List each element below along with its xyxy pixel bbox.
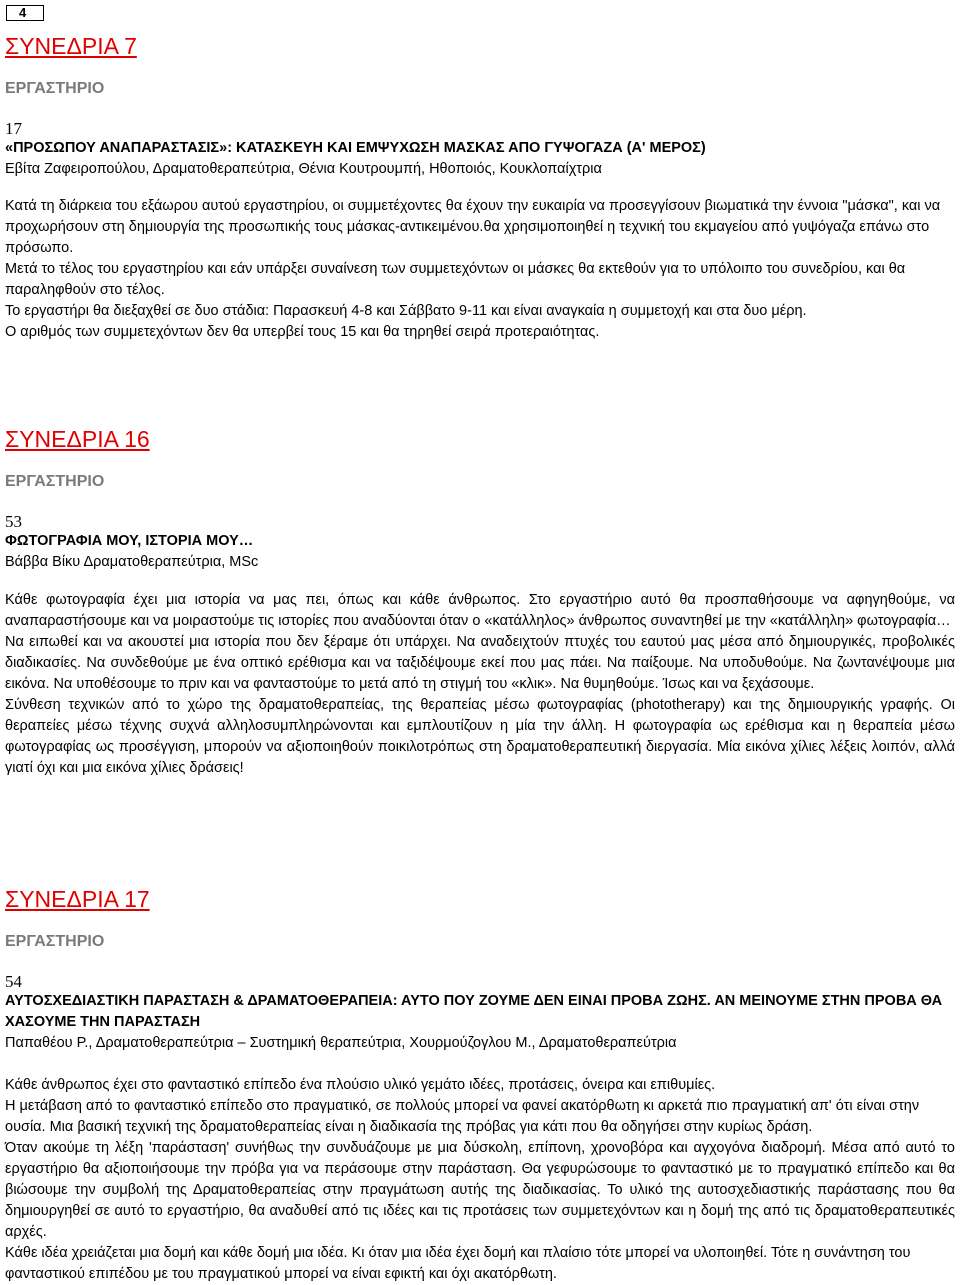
paragraph: Όταν ακούμε τη λέξη 'παράσταση' συνήθως την συνδυάζουμε με μια δύσκολη, επίπονη, χρονοβόρα και αγχογόνα διαδρομή. Μέσα από αυτό το εργαστήριο θα αξιοποιήσουμε την πρόβα για να περάσουμε στην παράσταση. Θα γεφυρώσουμε το φανταστικό με το πραγματικό επίπεδο και θα βιώσουμε την συμβολή της Δραματοθεραπείας στην πραγμάτωση αυτής της διαδικασίας. Το υλικό της αυτοσχεδιαστικής παράστασης που θα δημιουργηθεί σε αυτό το εργαστήριο, θα αναδυθεί από τις ιδέες και τις προτάσεις των συμμετεχόντων και η δομή της από τις δραματοθεραπευτικές αρχές. — [5, 1140, 955, 1240]
work-authors: Παπαθέου Ρ., Δραματοθεραπεύτρια – Συστημική θεραπεύτρια, Χουρμούζογλου Μ., Δραματοθεραπεύτρια — [5, 1035, 677, 1051]
paragraph: Να ειπωθεί και να ακουστεί μια ιστορία που δεν ξέραμε ότι υπάρχει. Να αναδειχτούν πτυχές του εαυτού μας μέσα από δημιουργικές, προβολικές διαδικασίες. Να συνδεθούμε με ένα οπτικό ερέθισμα και να ταξιδέψουμε εκεί που μας πάει. Να παίξουμε. Να υποδυθούμε. Να ζωντανέψουμε μια εικόνα. Να υποθέσουμε το πριν και να φανταστούμε το μετά από τη στιγμή του «κλικ». Να θυμηθούμε. Ίσως και να ξεχάσουμε. — [5, 634, 955, 692]
work-authors: Εβίτα Ζαφειροπούλου, Δραματοθεραπεύτρια, Θένια Κουτρουμπή, Ηθοποιός, Κουκλοπαίχτρια — [5, 161, 602, 177]
work-number: 53 — [5, 512, 22, 531]
paragraph: Η μετάβαση από το φανταστικό επίπεδο στο πραγματικό, σε πολλούς μπορεί να φανεί ακατόρθωτη κι αρκετά πιο πραγματική απ' ότι είναι στην ουσία. Μια βασική τεχνική της δραματοθεραπείας είναι η διαδικασία της πρόβας για κάτι που θα οδηγήσει στην κυρίως δράση. — [5, 1098, 920, 1135]
paragraph: Σύνθεση τεχνικών από το χώρο της δραματοθεραπείας, της θεραπείας μέσω φωτογραφίας (phototherapy) και της δημιουργικής γραφής. Οι θεραπείες μέσω τέχνης συχνά αλληλοσυμπληρώνονται και εμπλουτίζουν η μία την άλλη. Η φωτογραφία ως ερέθισμα και η θεραπεία μέσω φωτογραφίας ως προσέγγιση, μπορούν να αξιοποιηθούν ποικιλοτρόπως στη δραματοθεραπευτική διεργασία. Μία εικόνα χίλιες λέξεις λοιπόν, αλλά γιατί όχι και μια εικόνα χίλιες δράσεις! — [5, 697, 955, 776]
work-number: 54 — [5, 972, 22, 991]
session-block — [5, 33, 955, 343]
paragraph: Μετά το τέλος του εργαστηρίου και εάν υπάρξει συναίνεση των συμμετεχόντων οι μάσκες θα εκτεθούν για το υπόλοιπο του συνεδρίου, και θα παραληφθούν στο τέλος. — [5, 261, 906, 298]
work-authors: Βάββα Βίκυ Δραματοθεραπεύτρια, MSc — [5, 554, 259, 570]
session-title: ΣΥΝΕΔΡΙΑ 16 — [5, 426, 150, 452]
paragraph: Κάθε ιδέα χρειάζεται μια δομή και κάθε δομή μια ιδέα. Κι όταν μια ιδέα έχει δομή και πλαίσιο τότε μπορεί να υλοποιηθεί. Τότε η συνάντηση του φανταστικού επιπέδου με του πραγματικού μπορεί να είναι εφικτή και όχι ακατόρθωτη. — [5, 1245, 911, 1282]
work-title: «ΠΡΟΣΩΠΟΥ ΑΝΑΠΑΡΑΣΤΑΣΙΣ»: ΚΑΤΑΣΚΕΥΗ ΚΑΙ ΕΜΨΥΧΩΣΗ ΜΑΣΚΑΣ ΑΠΟ ΓΥΨΟΓΑΖΑ (Α' ΜΕΡΟΣ) — [5, 140, 706, 156]
session-title: ΣΥΝΕΔΡΙΑ 17 — [5, 886, 150, 912]
paragraph: Ο αριθμός των συμμετεχόντων δεν θα υπερβεί τους 15 και θα τηρηθεί σειρά προτεραιότητας. — [5, 324, 600, 340]
session-type: ΕΡΓΑΣΤΗΡΙΟ — [5, 80, 105, 97]
session-title: ΣΥΝΕΔΡΙΑ 7 — [5, 33, 137, 59]
work-number: 17 — [5, 119, 22, 138]
session-type: ΕΡΓΑΣΤΗΡΙΟ — [5, 473, 105, 490]
paragraph: Κάθε άνθρωπος έχει στο φανταστικό επίπεδο ένα πλούσιο υλικό γεμάτο ιδέες, προτάσεις, όνειρα και επιθυμίες. — [5, 1077, 716, 1093]
page-number-box: 4 — [6, 5, 44, 21]
work-title: ΦΩΤΟΓΡΑΦΙΑ ΜΟΥ, ΙΣΤΟΡΙΑ ΜΟΥ… — [5, 533, 254, 549]
session-block — [5, 426, 955, 779]
work-title: ΑΥΤΟΣΧΕΔΙΑΣΤΙΚΗ ΠΑΡΑΣΤΑΣΗ & ΔΡΑΜΑΤΟΘΕΡΑΠΕΙΑ: ΑΥΤΟ ΠΟΥ ΖΟΥΜΕ ΔΕΝ ΕΙΝΑΙ ΠΡΟΒΑ ΖΩΗΣ. ΑΝ ΜΕΙΝΟΥΜΕ ΣΤΗΝ ΠΡΟΒΑ ΘΑ ΧΑΣΟΥΜΕ ΤΗΝ ΠΑΡΑΣΤΑΣΗ — [5, 993, 943, 1030]
paragraph: Το εργαστήρι θα διεξαχθεί σε δυο στάδια: Παρασκευή 4-8 και Σάββατο 9-11 και είναι αναγκαία η συμμετοχή και στα δυο μέρη. — [5, 303, 807, 319]
paragraph: Κάθε φωτογραφία έχει μια ιστορία να μας πει, όπως και κάθε άνθρωπος. Στο εργαστήριο αυτό θα προσπαθήσουμε να αφηγηθούμε, να αναπαραστήσουμε και να μοιραστούμε τις ιστορίες που αναδύονται όταν ο «κατάλληλος» άνθρωπος συναντηθεί με την «κατάλληλη» φωτογραφία… — [5, 592, 955, 629]
session-block — [5, 886, 955, 1285]
session-type: ΕΡΓΑΣΤΗΡΙΟ — [5, 933, 105, 950]
paragraph: Κατά τη διάρκεια του εξάωρου αυτού εργαστηρίου, οι συμμετέχοντες θα έχουν την ευκαιρία να προσεγγίσουν βιωματικά την έννοια "μάσκα", και να προχωρήσουν στη δημιουργία της προσωπικής τους μάσκας-αντικειμένου.θα χρησιμοποιηθεί η τεχνική του εκμαγείου από γυψόγαζα επάνω στο πρόσωπο. — [5, 198, 941, 256]
